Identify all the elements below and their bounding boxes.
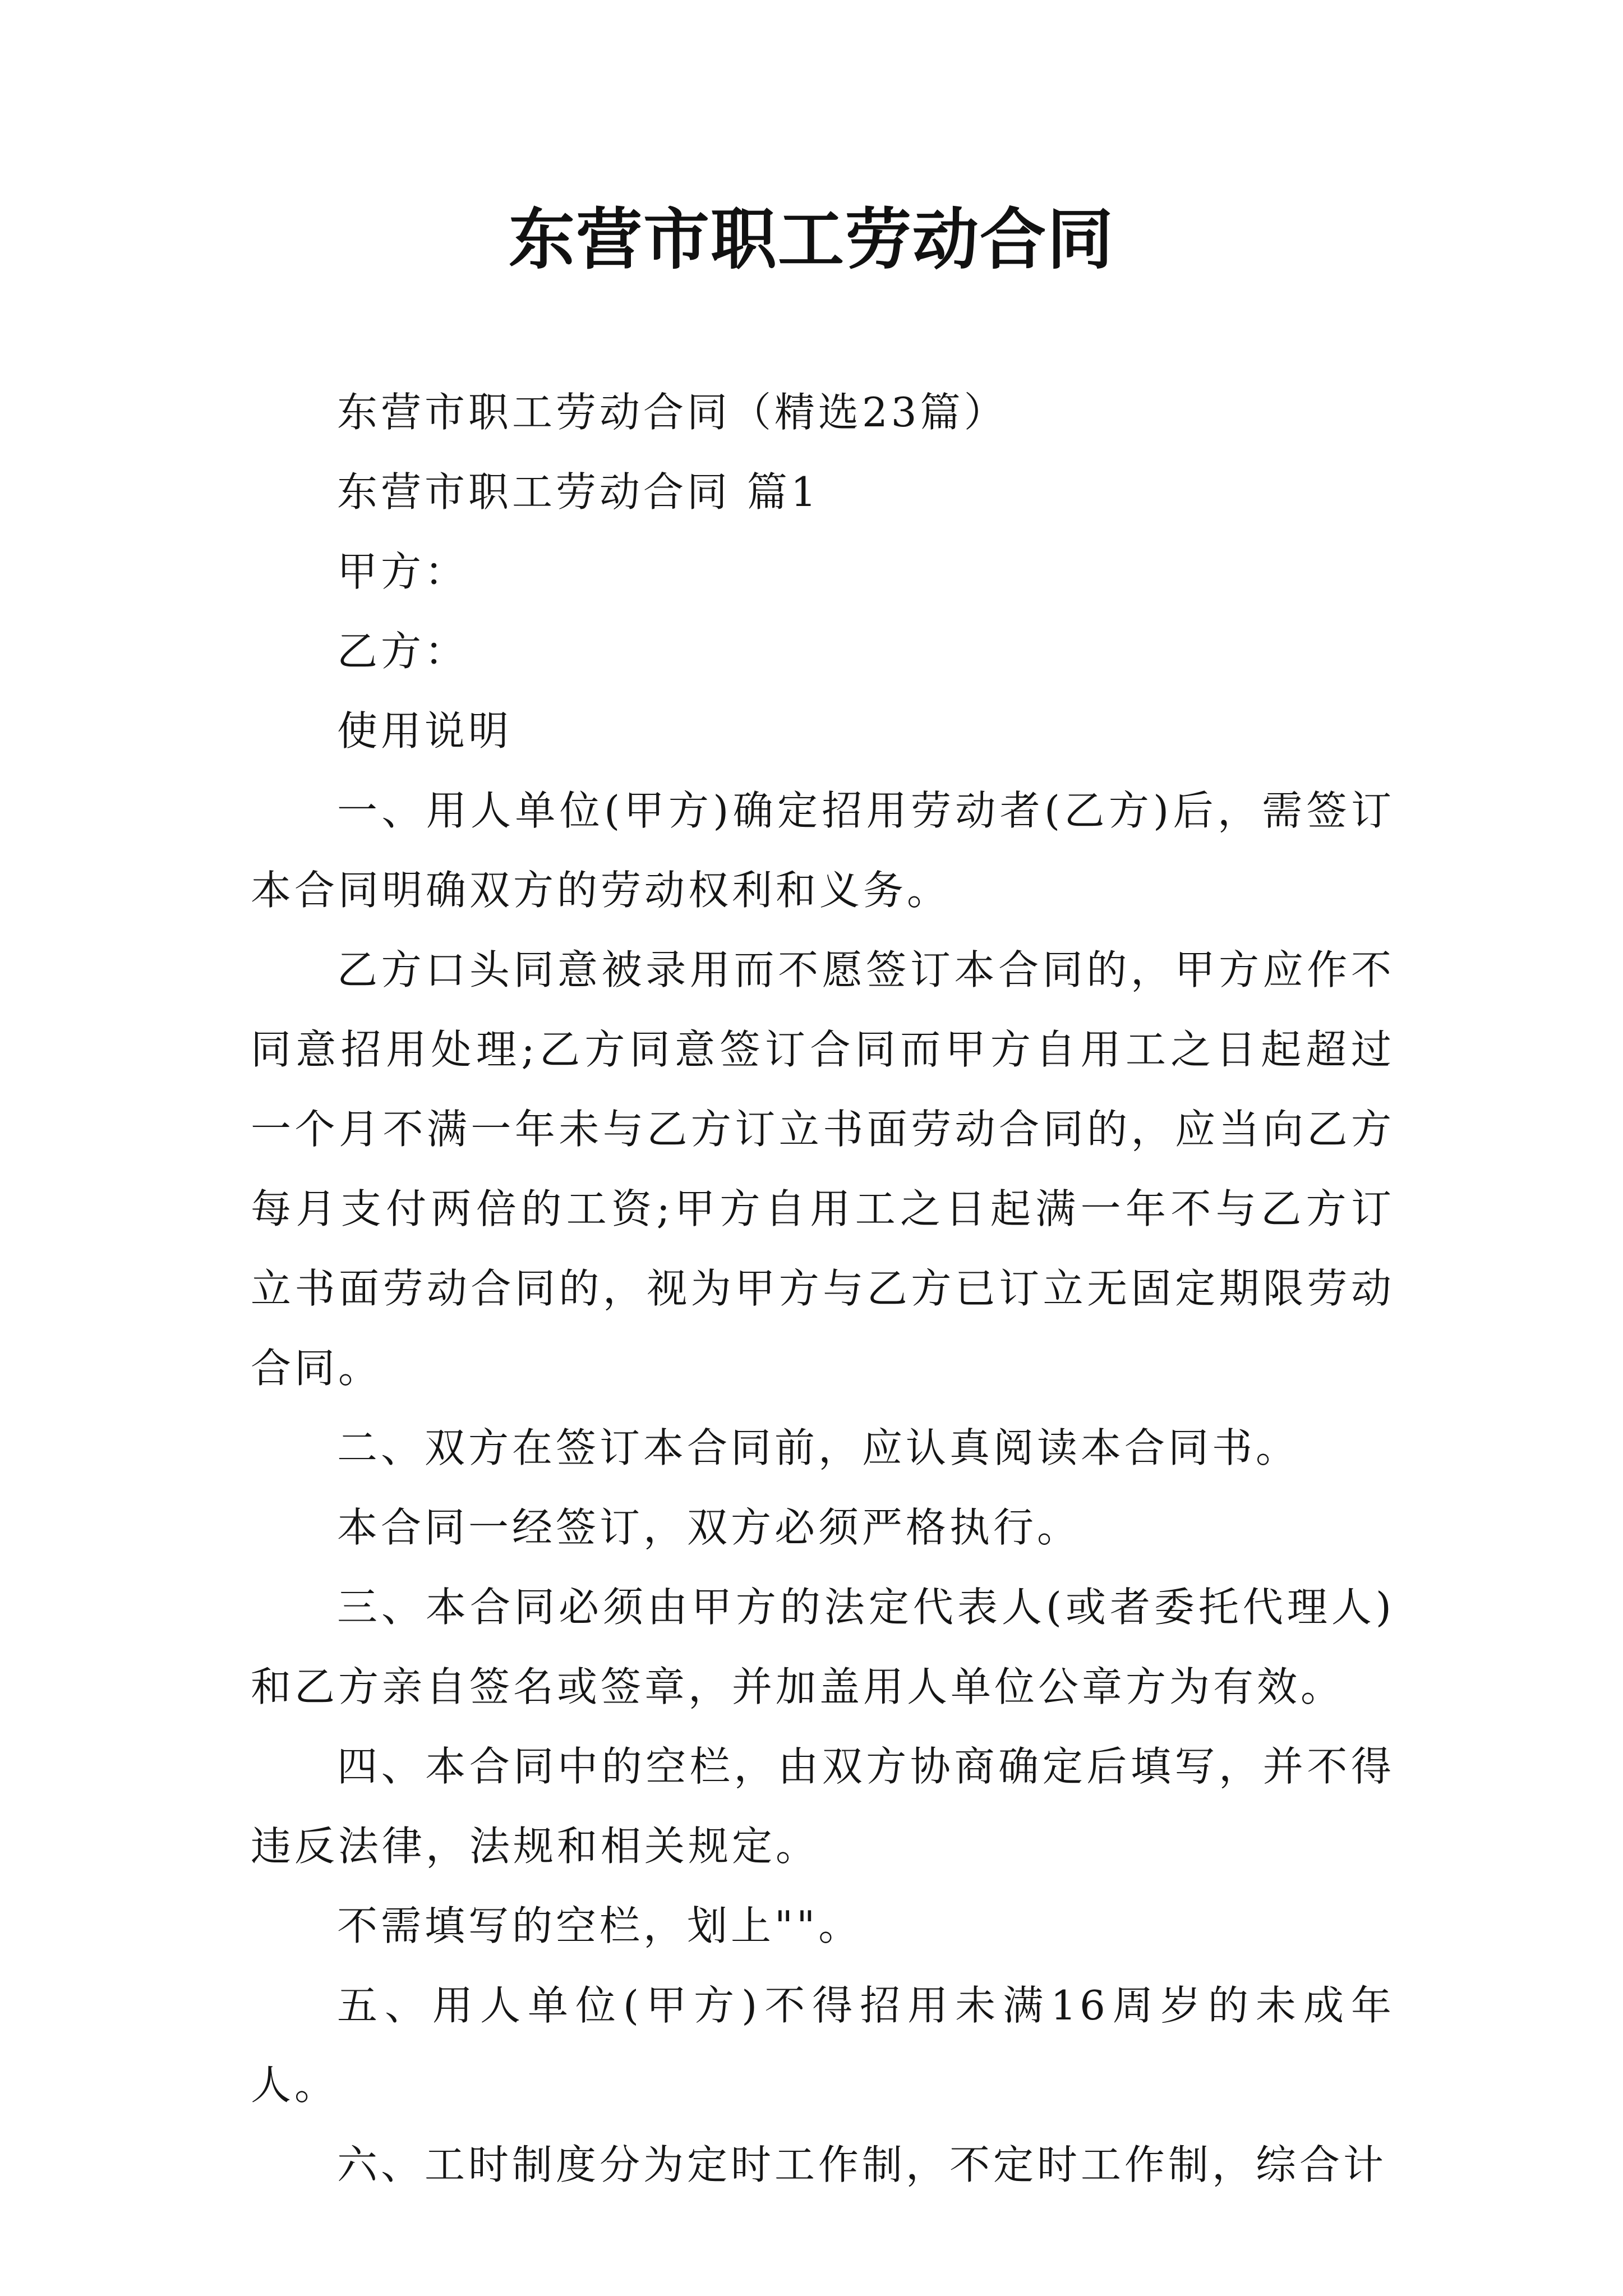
- paragraph-party-a: 甲方：: [337, 548, 469, 595]
- paragraph-section-heading: 东营市职工劳动合同 篇1: [337, 468, 820, 516]
- paragraph-clause-4-detail: 不需填写的空栏，划上""。: [337, 1902, 863, 1949]
- paragraph-party-b: 乙方：: [337, 628, 469, 675]
- paragraph-clause-2-detail: 本合同一经签订，双方必须严格执行。: [337, 1504, 1081, 1551]
- paragraph-clause-1: 一、用人单位(甲方)确定招用劳动者(乙方)后，需签订本合同明确双方的劳动权利和义务。: [251, 787, 1395, 914]
- document-body: [251, 372, 1395, 2205]
- paragraph-clause-3: 三、本合同必须由甲方的法定代表人(或者委托代理人)和乙方亲自签名或签章，并加盖用人单位公章方为有效。: [251, 1584, 1395, 1710]
- paragraph-clause-6: 六、工时制度分为定时工作制，不定时工作制，综合计: [337, 2141, 1387, 2188]
- paragraph-clause-1-detail: 乙方口头同意被录用而不愿签订本合同的，甲方应作不同意招用处理;乙方同意签订合同而甲方自用工之日起超过一个月不满一年未与乙方订立书面劳动合同的，应当向乙方每月支付两倍的工资;甲方自用工之日起满一年不与乙方订立书面劳动合同的，视为甲方与乙方已订立无固定期限劳动合同。: [251, 946, 1395, 1392]
- paragraph-usage-heading: 使用说明: [337, 707, 513, 754]
- paragraph-clause-4: 四、本合同中的空栏，由双方协商确定后填写，并不得违反法律，法规和相关规定。: [251, 1743, 1395, 1870]
- paragraph-clause-5: 五、用人单位(甲方)不得招用未满16周岁的未成年人。: [251, 1982, 1395, 2109]
- paragraph-clause-2: 二、双方在签订本合同前，应认真阅读本合同书。: [337, 1424, 1300, 1471]
- document-title: 东营市职工劳动合同: [508, 200, 1114, 278]
- paragraph-subtitle: 东营市职工劳动合同（精选23篇）: [337, 389, 1008, 436]
